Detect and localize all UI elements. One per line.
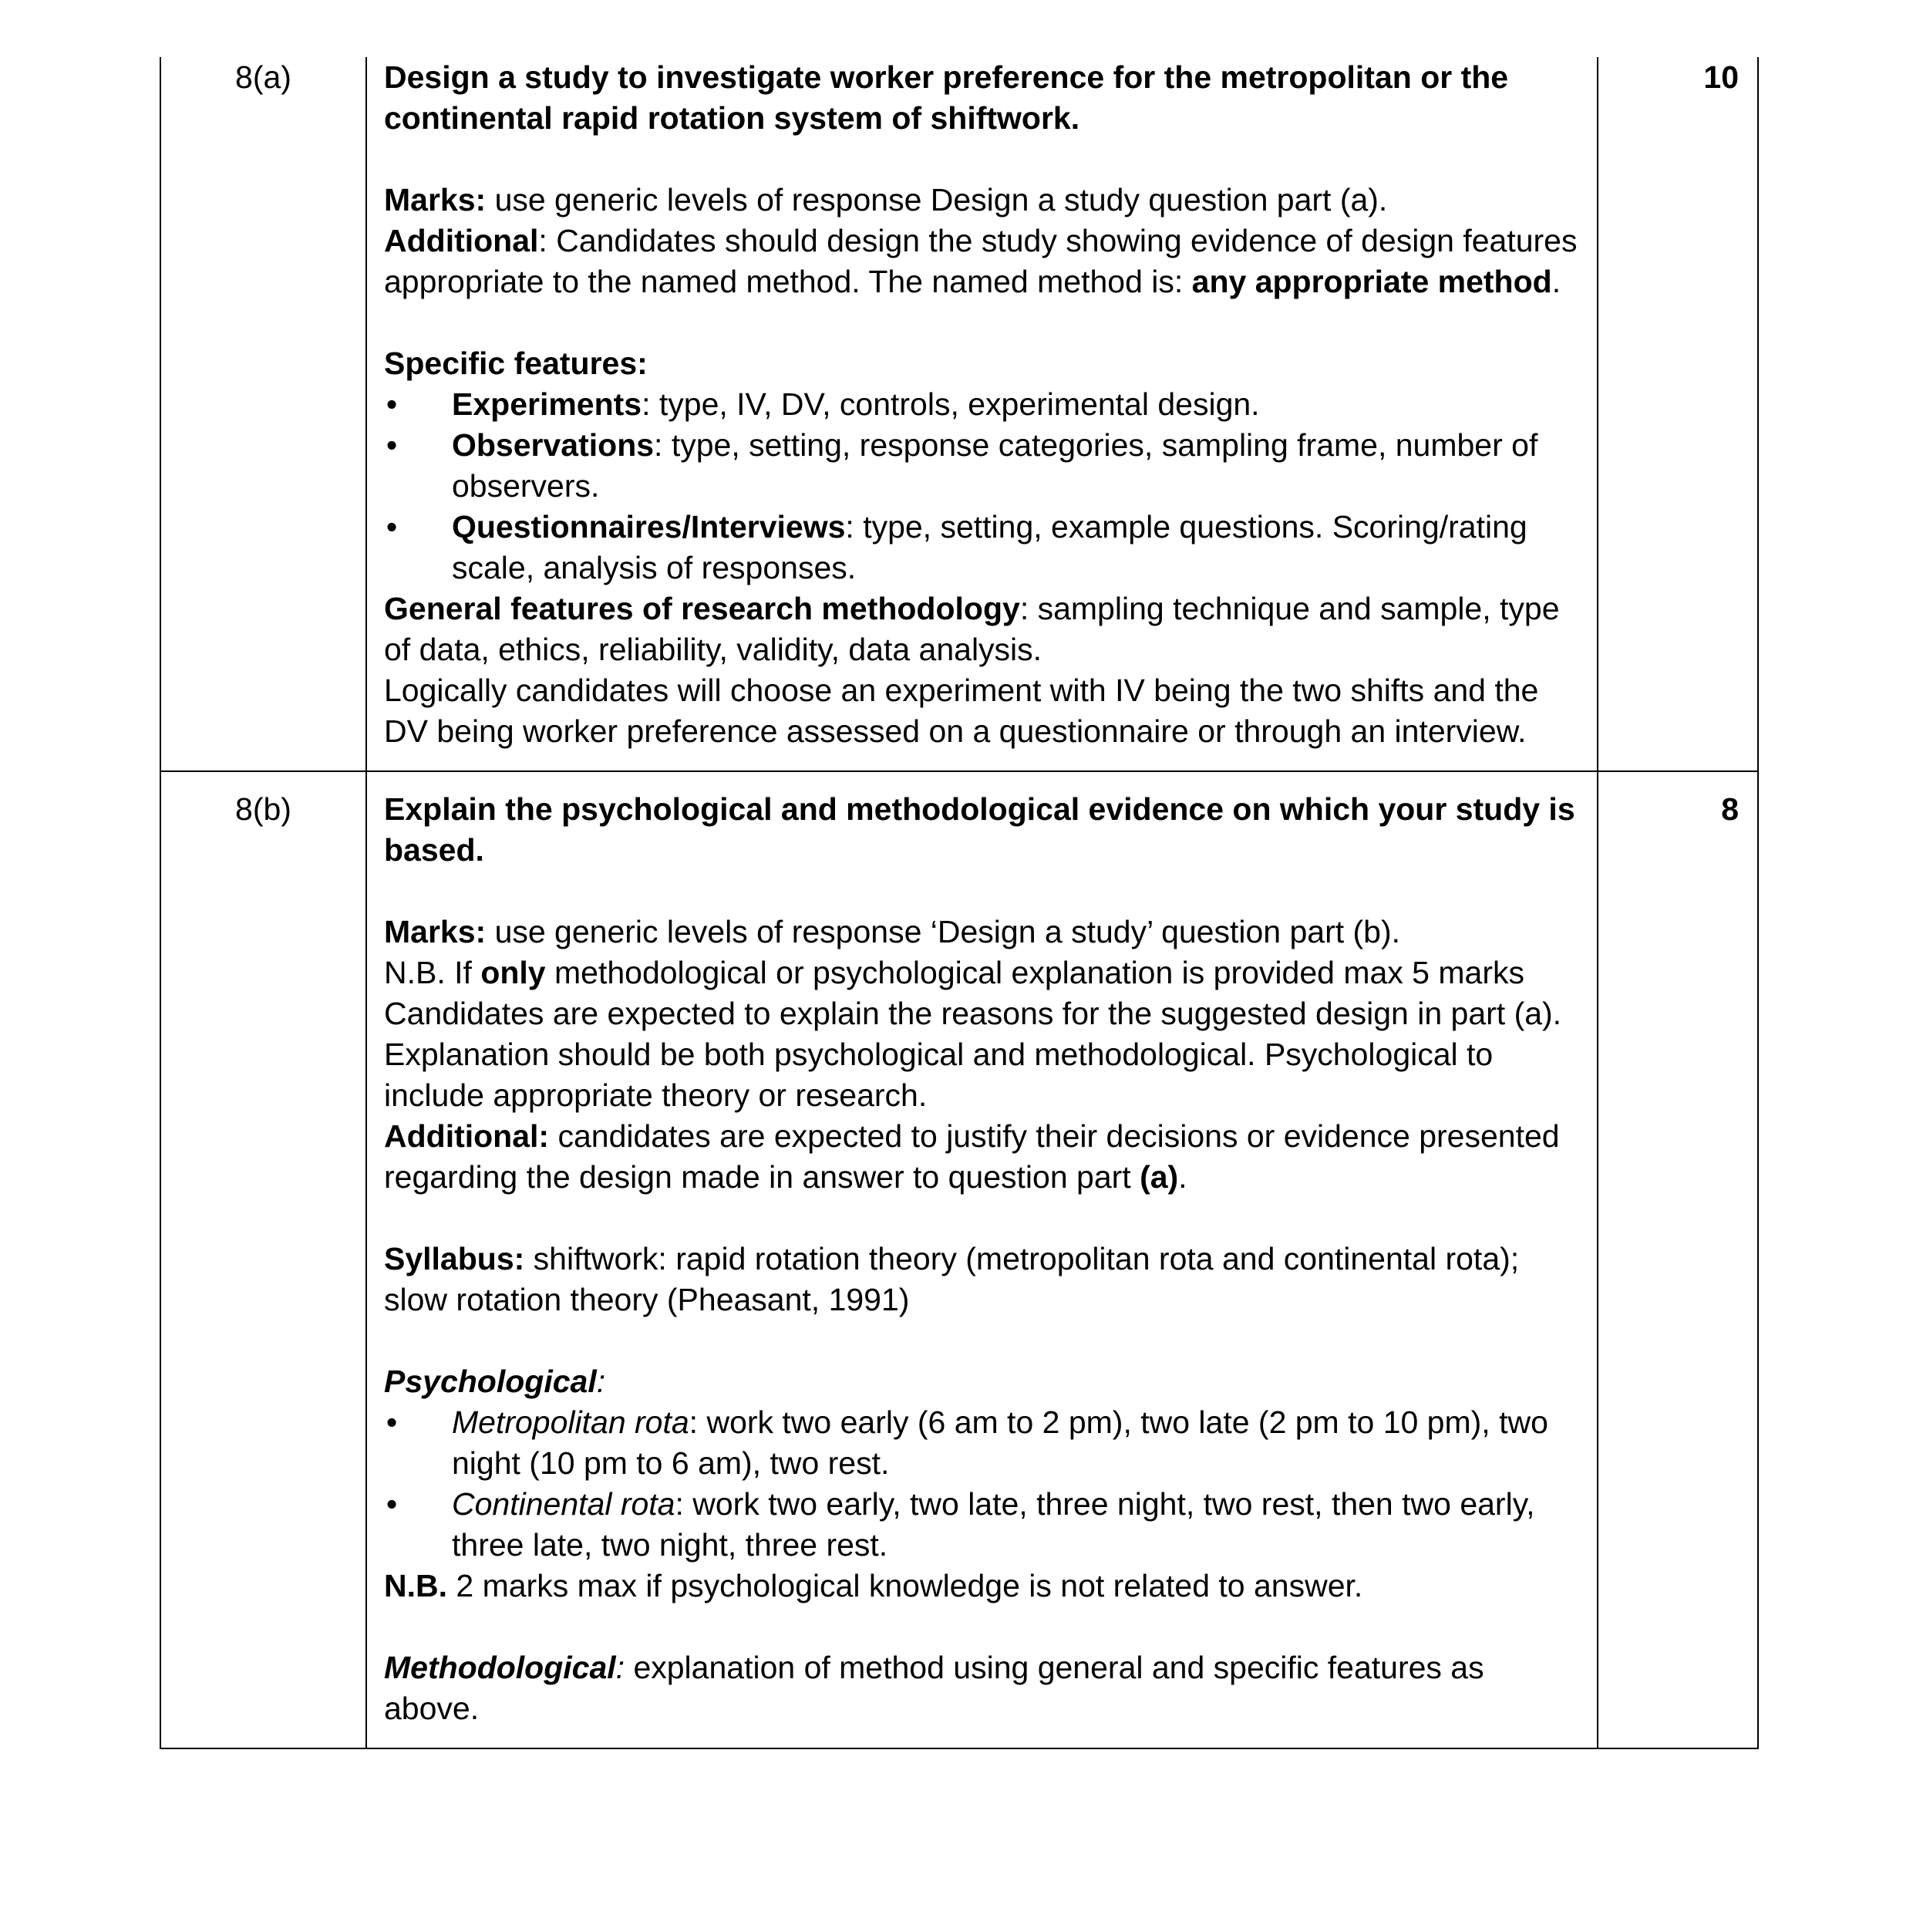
list-item [384, 1402, 1580, 1484]
specific-features-heading: Specific features: [384, 346, 648, 381]
psychological-heading [384, 1361, 1580, 1402]
bullet-icon: • [386, 1404, 398, 1440]
psychological-label: Psychological [384, 1364, 597, 1399]
nb-psych-note [384, 1566, 1580, 1607]
marks-guidance-text: use generic levels of response Design a study question part (a). [486, 182, 1388, 217]
additional-end: . [1178, 1159, 1187, 1195]
nb-emphasis: only [480, 955, 546, 990]
marks-guidance [384, 180, 1580, 221]
marks-cell [1598, 771, 1758, 1748]
bullet-icon: • [386, 427, 398, 463]
feature-text: : type, setting, example questions. Scoring/rating scale, analysis of responses. [452, 509, 1527, 585]
answer-cell [366, 771, 1598, 1748]
question-number-cell [160, 57, 366, 771]
list-item [384, 384, 1580, 425]
nb-prefix: N.B. If [384, 955, 481, 990]
feature-text: : type, IV, DV, controls, experimental design. [642, 386, 1260, 422]
feature-label: Experiments [452, 386, 642, 422]
bullet-icon: • [386, 386, 398, 422]
rota-label: Continental rota [452, 1486, 675, 1522]
general-features-label: General features of research methodology [384, 591, 1020, 626]
psychological-list [384, 1402, 1580, 1566]
nb-psych-text: 2 marks max if psychological knowledge is not related to answer. [447, 1568, 1363, 1603]
nb-label: N.B. [384, 1568, 447, 1603]
question-number: 8(a) [235, 59, 291, 95]
rota-text: : work two early (6 am to 2 pm), two late (2 pm to 10 pm), two night (10 pm to 6 am), two rest. [452, 1404, 1548, 1481]
psychological-colon: : [596, 1364, 606, 1399]
additional-part: (a) [1140, 1159, 1179, 1195]
nb-note [384, 953, 1580, 993]
feature-text: : type, setting, response categories, sampling frame, number of observers. [452, 427, 1538, 504]
answer-cell [366, 57, 1598, 771]
marks-value: 10 [1703, 59, 1739, 95]
nb-text: methodological or psychological explanation is provided max 5 marks [545, 955, 1524, 990]
methodological-colon: : [615, 1650, 625, 1685]
rota-text: : work two early, two late, three night, two rest, then two early, three late, two night, three rest. [452, 1486, 1535, 1563]
list-item [384, 425, 1580, 507]
rota-label: Metropolitan rota [452, 1404, 689, 1440]
additional-text: : Candidates should design the study showing evidence of design features appropriate to the named method. The named method is: [384, 223, 1578, 299]
list-item [384, 1484, 1580, 1566]
marks-value: 8 [1721, 791, 1739, 827]
methodological-note [384, 1647, 1580, 1729]
bullet-icon: • [386, 1486, 398, 1522]
syllabus-text: shiftwork: rapid rotation theory (metropolitan rota and continental rota); slow rotation theory (Pheasant, 1991) [384, 1241, 1520, 1317]
marks-label: Marks: [384, 914, 487, 949]
general-features-text: : sampling technique and sample, type of data, ethics, reliability, validity, data analysis. [384, 591, 1560, 667]
question-number-cell [160, 771, 366, 1748]
methodological-label: Methodological [384, 1650, 616, 1685]
marks-guidance-text: use generic levels of response ‘Design a study’ question part (b). [486, 914, 1401, 949]
feature-label: Observations [452, 427, 655, 463]
question-text: Explain the psychological and methodological evidence on which your study is based. [384, 791, 1575, 868]
methodological-text: explanation of method using general and specific features as above. [384, 1650, 1484, 1726]
question-number: 8(b) [235, 791, 291, 827]
specific-features-list [384, 384, 1580, 588]
additional-text: candidates are expected to justify their decisions or evidence presented regarding the design made in answer to question part [384, 1118, 1560, 1195]
bullet-icon: • [386, 509, 398, 545]
mark-scheme-table [160, 57, 1759, 1749]
feature-label: Questionnaires/Interviews [452, 509, 846, 545]
expected-explanation: Candidates are expected to explain the reasons for the suggested design in part (a). Explanation should be both psychological and methodological. Psychological to include appropriate theory or research. [384, 996, 1562, 1113]
additional-guidance [384, 1116, 1580, 1198]
syllabus-label: Syllabus: [384, 1241, 525, 1276]
marks-guidance [384, 912, 1580, 953]
table-row [160, 57, 1758, 771]
general-features [384, 588, 1580, 670]
additional-label: Additional [384, 223, 539, 258]
additional-guidance [384, 221, 1580, 302]
list-item [384, 507, 1580, 588]
named-method-end: . [1551, 264, 1561, 299]
syllabus-note [384, 1239, 1580, 1320]
table-row [160, 771, 1758, 1748]
mark-scheme-sheet [160, 57, 1757, 1749]
marks-label: Marks: [384, 182, 487, 217]
marks-cell [1598, 57, 1758, 771]
closing-note: Logically candidates will choose an experiment with IV being the two shifts and the DV being worker preference assessed on a questionnaire or through an interview. [384, 673, 1539, 749]
named-method: any appropriate method [1191, 264, 1552, 299]
additional-label: Additional: [384, 1118, 550, 1154]
question-text: Design a study to investigate worker preference for the metropolitan or the continental rapid rotation system of shiftwork. [384, 59, 1509, 136]
